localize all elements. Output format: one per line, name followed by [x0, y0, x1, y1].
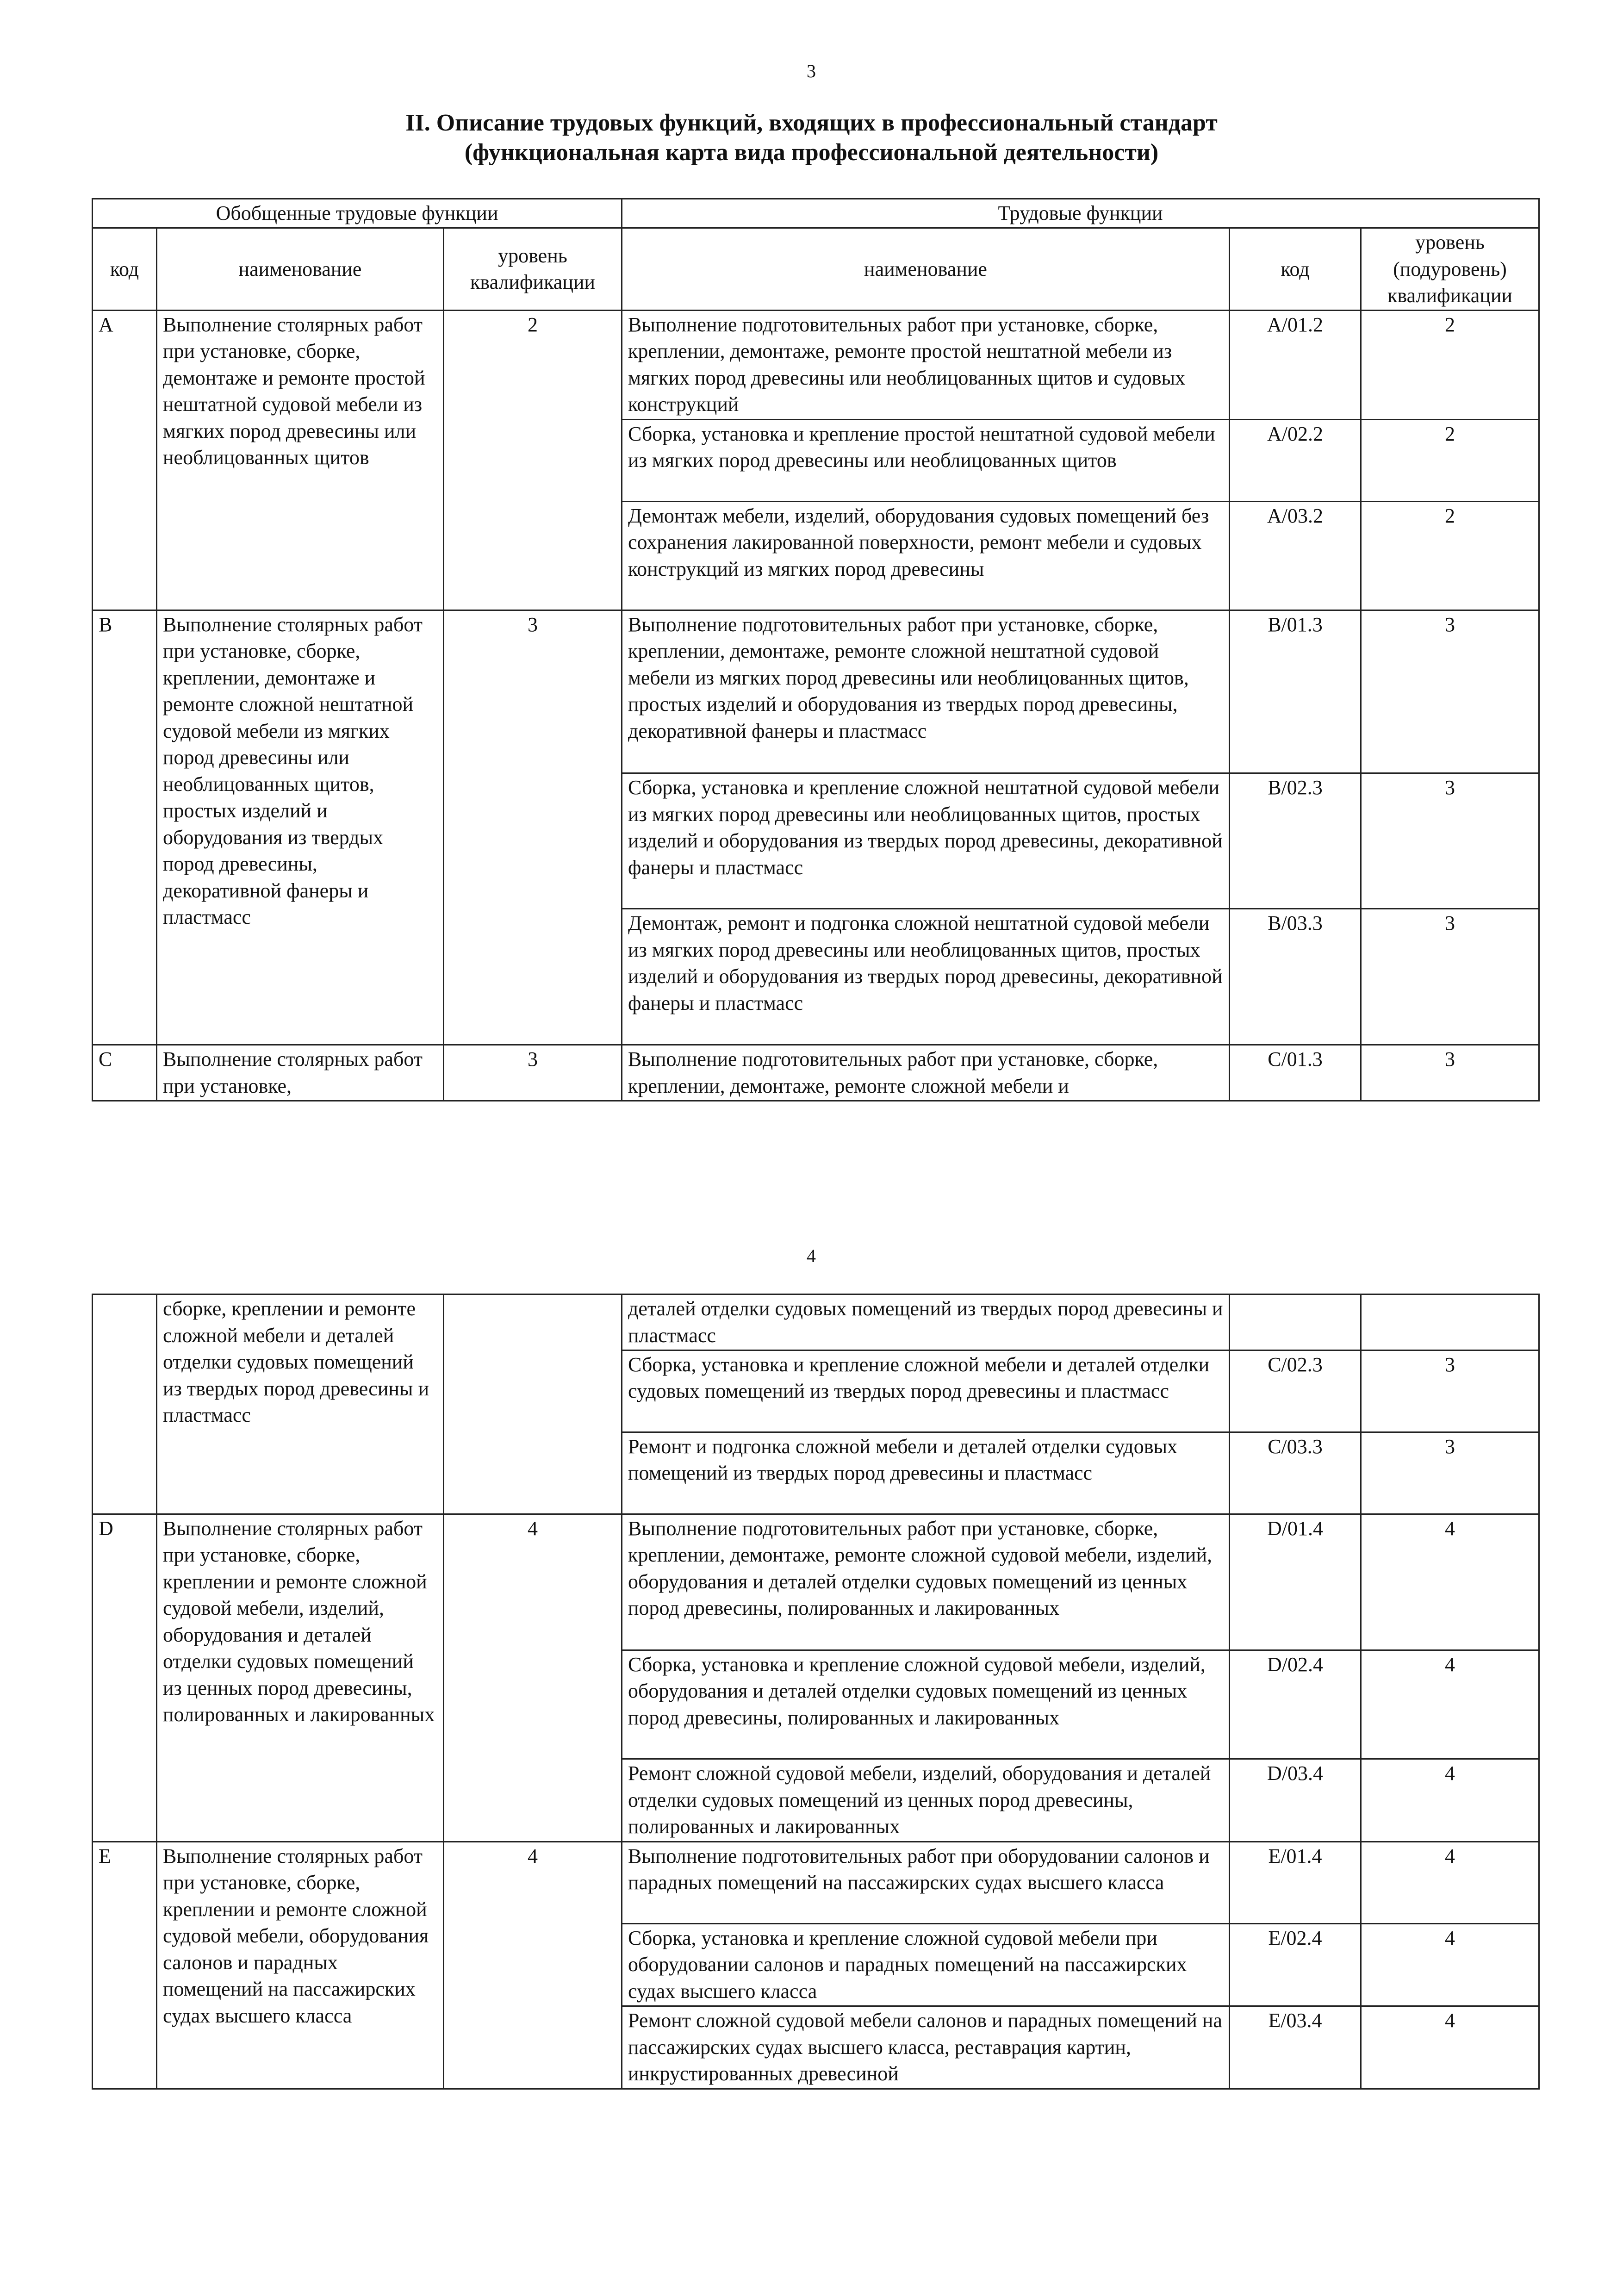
function-code: A/01.2	[1230, 310, 1361, 419]
function-name: Ремонт сложной судовой мебели салонов и парадных помещений на пассажирских судах высшего класса, реставрация картин, инкрустированных древесиной	[622, 2006, 1230, 2089]
header-name: наименование	[157, 228, 444, 310]
function-name: деталей отделки судовых помещений из твердых пород древесины и пластмасс	[622, 1294, 1230, 1350]
function-code: E/02.4	[1230, 1923, 1361, 2006]
function-code: B/03.3	[1230, 909, 1361, 1045]
gtf-code: C	[93, 1045, 157, 1101]
function-name: Демонтаж мебели, изделий, оборудования судовых помещений без сохранения лакированной поверхности, ремонт мебели и судовых конструкций из мягких пород древесины	[622, 501, 1230, 610]
table-row	[93, 1045, 1539, 1101]
function-code: A/03.2	[1230, 501, 1361, 610]
function-name: Сборка, установка и крепление простой нештатной судовой мебели из мягких пород древесины или необлицованных щитов	[622, 419, 1230, 501]
gtf-level	[444, 1294, 622, 1514]
function-level: 4	[1361, 1923, 1539, 2006]
function-code: D/02.4	[1230, 1650, 1361, 1759]
function-name: Выполнение подготовительных работ при установке, сборке, креплении, демонтаже, ремонте сложной судовой мебели, изделий, оборудования и деталей отделки судовых помещений из ценных пород древесины, полированных и лакированных	[622, 1514, 1230, 1650]
gtf-code: A	[93, 310, 157, 610]
header-sublevel: уровень (подуровень) квалификации	[1361, 228, 1539, 310]
function-name: Выполнение подготовительных работ при установке, сборке, креплении, демонтаже, ремонте сложной нештатной судовой мебели из мягких пород древесины или необлицованных щитов, простых изделий и оборудования из твердых пород древесины, декоративной фанеры и пластмасс	[622, 610, 1230, 773]
function-code: B/01.3	[1230, 610, 1361, 773]
function-code: A/02.2	[1230, 419, 1361, 501]
function-level: 2	[1361, 501, 1539, 610]
function-code	[1230, 1294, 1361, 1350]
table-row	[93, 610, 1539, 773]
page-number: 4	[807, 1245, 816, 1266]
section-title: II. Описание трудовых функций, входящих в профессиональный стандарт	[405, 110, 1218, 136]
function-code: C/03.3	[1230, 1432, 1361, 1514]
table-row	[93, 1514, 1539, 1650]
table-row	[93, 310, 1539, 419]
function-name: Сборка, установка и крепление сложной судовой мебели при оборудовании салонов и парадных помещений на пассажирских судах высшего класса	[622, 1923, 1230, 2006]
function-code: C/01.3	[1230, 1045, 1361, 1101]
function-code: D/01.4	[1230, 1514, 1361, 1650]
function-level: 4	[1361, 1650, 1539, 1759]
gtf-level: 4	[444, 1842, 622, 2089]
gtf-level: 3	[444, 1045, 622, 1101]
header-level: уровень квалификации	[444, 228, 622, 310]
function-level: 4	[1361, 1842, 1539, 1923]
header-code: код	[93, 228, 157, 310]
function-name: Демонтаж, ремонт и подгонка сложной нештатной судовой мебели из мягких пород древесины или необлицованных щитов, простых изделий и оборудования из твердых пород древесины, декоративной фанеры и пластмасс	[622, 909, 1230, 1045]
gtf-name: Выполнение столярных работ при установке, сборке, креплении и ремонте сложной судовой мебели, изделий, оборудования и деталей отделки судовых помещений из ценных пород древесины, полированных и лакированных	[157, 1514, 444, 1842]
function-level	[1361, 1294, 1539, 1350]
function-code: B/02.3	[1230, 773, 1361, 909]
header-labor-functions: Трудовые функции	[622, 199, 1539, 228]
gtf-code: E	[93, 1842, 157, 2089]
function-level: 4	[1361, 1514, 1539, 1650]
gtf-name: сборке, креплении и ремонте сложной мебели и деталей отделки судовых помещений из твердых пород древесины и пластмасс	[157, 1294, 444, 1514]
function-code: C/02.3	[1230, 1350, 1361, 1432]
gtf-name: Выполнение столярных работ при установке, сборке, креплении, демонтаже и ремонте сложной нештатной судовой мебели из мягких пород древесины или необлицованных щитов, простых изделий и оборудования из твердых пород древесины, декоративной фанеры и пластмасс	[157, 610, 444, 1045]
function-name: Ремонт и подгонка сложной мебели и деталей отделки судовых помещений из твердых пород древесины и пластмасс	[622, 1432, 1230, 1514]
gtf-level: 2	[444, 310, 622, 610]
function-code: D/03.4	[1230, 1759, 1361, 1842]
functional-map-table-page4	[92, 1294, 1540, 2090]
gtf-name: Выполнение столярных работ при установке, сборке, креплении и ремонте сложной судовой мебели, оборудования салонов и парадных помещений на пассажирских судах высшего класса	[157, 1842, 444, 2089]
section-subtitle: (функциональная карта вида профессиональной деятельности)	[464, 139, 1159, 166]
function-level: 3	[1361, 909, 1539, 1045]
header-function-name: наименование	[622, 228, 1230, 310]
function-name: Сборка, установка и крепление сложной нештатной судовой мебели из мягких пород древесины или необлицованных щитов, простых изделий и оборудования из твердых пород древесины, декоративной фанеры и пластмасс	[622, 773, 1230, 909]
function-level: 4	[1361, 1759, 1539, 1842]
function-level: 3	[1361, 1350, 1539, 1432]
gtf-name: Выполнение столярных работ при установке, сборке, демонтаже и ремонте простой нештатной судовой мебели из мягких пород древесины или необлицованных щитов	[157, 310, 444, 610]
function-level: 3	[1361, 1045, 1539, 1101]
function-level: 2	[1361, 419, 1539, 501]
page-number: 3	[807, 61, 816, 81]
function-level: 3	[1361, 1432, 1539, 1514]
function-name: Сборка, установка и крепление сложной мебели и деталей отделки судовых помещений из твердых пород древесины и пластмасс	[622, 1350, 1230, 1432]
gtf-name: Выполнение столярных работ при установке,	[157, 1045, 444, 1101]
table-row	[93, 1842, 1539, 1923]
header-general-functions: Обобщенные трудовые функции	[93, 199, 622, 228]
function-level: 3	[1361, 773, 1539, 909]
function-name: Выполнение подготовительных работ при установке, сборке, креплении, демонтаже, ремонте простой нештатной мебели из мягких пород древесины или необлицованных щитов и судовых конструкций	[622, 310, 1230, 419]
function-level: 2	[1361, 310, 1539, 419]
function-level: 3	[1361, 610, 1539, 773]
gtf-level: 3	[444, 610, 622, 1045]
function-name: Ремонт сложной судовой мебели, изделий, оборудования и деталей отделки судовых помещений из ценных пород древесины, полированных и лакированных	[622, 1759, 1230, 1842]
function-name: Сборка, установка и крепление сложной судовой мебели, изделий, оборудования и деталей отделки судовых помещений из ценных пород древесины, полированных и лакированных	[622, 1650, 1230, 1759]
function-name: Выполнение подготовительных работ при оборудовании салонов и парадных помещений на пассажирских судах высшего класса	[622, 1842, 1230, 1923]
table-row	[93, 1294, 1539, 1350]
gtf-code: B	[93, 610, 157, 1045]
function-level: 4	[1361, 2006, 1539, 2089]
function-code: E/01.4	[1230, 1842, 1361, 1923]
gtf-code	[93, 1294, 157, 1514]
header-function-code: код	[1230, 228, 1361, 310]
functional-map-table-page3	[92, 198, 1540, 1101]
gtf-level: 4	[444, 1514, 622, 1842]
function-code: E/03.4	[1230, 2006, 1361, 2089]
function-name: Выполнение подготовительных работ при установке, сборке, креплении, демонтаже, ремонте сложной мебели и	[622, 1045, 1230, 1101]
gtf-code: D	[93, 1514, 157, 1842]
